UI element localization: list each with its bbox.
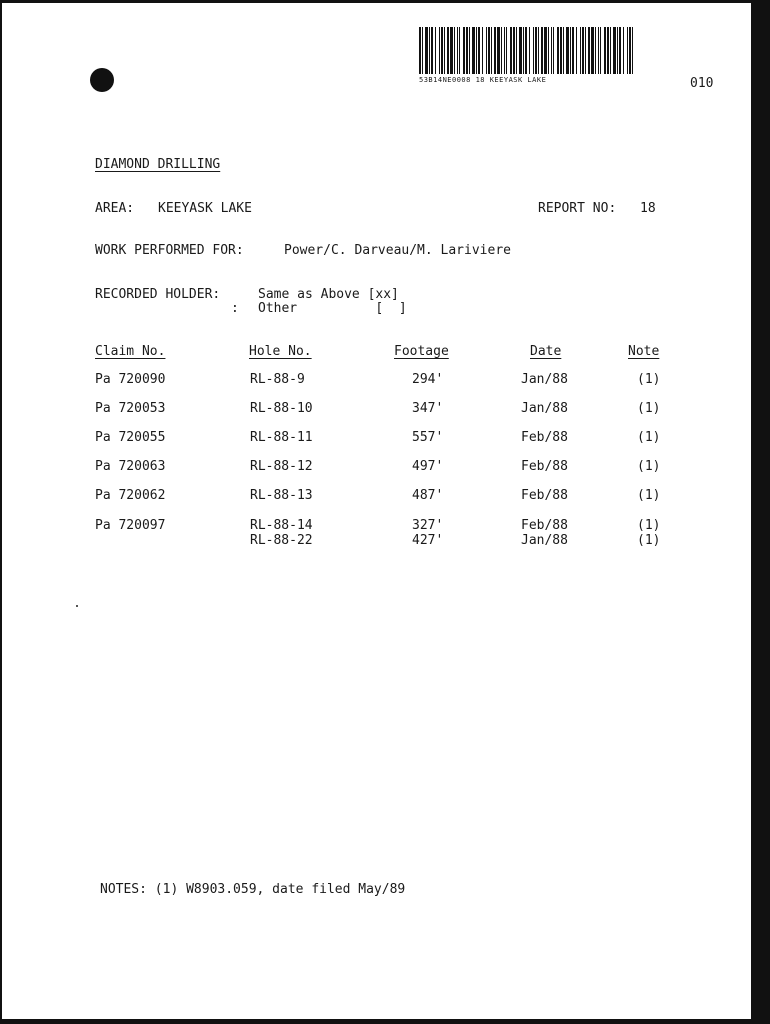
header-note: Note bbox=[628, 344, 660, 359]
header-hole-no: Hole No. bbox=[249, 344, 312, 359]
note: (1) bbox=[637, 533, 661, 548]
date: Feb/88 bbox=[521, 518, 568, 533]
area-value: KEEYASK LAKE bbox=[158, 201, 252, 216]
work-performed-label: WORK PERFORMED FOR: bbox=[95, 243, 244, 258]
punch-hole bbox=[90, 68, 114, 92]
notes-footnote: NOTES: (1) W8903.059, date filed May/89 bbox=[100, 882, 406, 897]
date: Jan/88 bbox=[521, 372, 568, 387]
note: (1) bbox=[637, 518, 661, 533]
claim-no: Pa 720053 bbox=[95, 401, 166, 416]
claim-no: Pa 720063 bbox=[95, 459, 166, 474]
note: (1) bbox=[637, 401, 661, 416]
scan-speck bbox=[76, 605, 78, 607]
note: (1) bbox=[637, 372, 661, 387]
note: (1) bbox=[637, 459, 661, 474]
hole-no: RL-88-10 bbox=[250, 401, 313, 416]
barcode-caption: 53B14NE0008 18 KEEYASK LAKE bbox=[419, 76, 547, 84]
recorded-holder-colon: : bbox=[231, 301, 239, 316]
scan-border-left bbox=[0, 0, 2, 1024]
scan-border-right bbox=[751, 0, 770, 1024]
page-code: 010 bbox=[690, 76, 714, 91]
claim-no: Pa 720090 bbox=[95, 372, 166, 387]
header-footage: Footage bbox=[394, 344, 449, 359]
note: (1) bbox=[637, 430, 661, 445]
hole-no: RL-88-22 bbox=[250, 533, 313, 548]
footage: 294' bbox=[412, 372, 444, 387]
footage: 347' bbox=[412, 401, 444, 416]
document-title: DIAMOND DRILLING bbox=[95, 157, 221, 172]
hole-no: RL-88-12 bbox=[250, 459, 313, 474]
hole-no: RL-88-9 bbox=[250, 372, 305, 387]
work-performed-value: Power/C. Darveau/M. Lariviere bbox=[284, 243, 511, 258]
footage: 487' bbox=[412, 488, 444, 503]
report-no-label: REPORT NO: bbox=[538, 201, 617, 216]
note: (1) bbox=[637, 488, 661, 503]
date: Jan/88 bbox=[521, 401, 568, 416]
report-no-value: 18 bbox=[640, 201, 656, 216]
date: Feb/88 bbox=[521, 459, 568, 474]
recorded-holder-other: Other [ ] bbox=[258, 301, 407, 316]
date: Jan/88 bbox=[521, 533, 568, 548]
date: Feb/88 bbox=[521, 430, 568, 445]
recorded-holder-same: Same as Above [xx] bbox=[258, 287, 399, 302]
hole-no: RL-88-14 bbox=[250, 518, 313, 533]
footage: 427' bbox=[412, 533, 444, 548]
claim-no: Pa 720062 bbox=[95, 488, 166, 503]
hole-no: RL-88-13 bbox=[250, 488, 313, 503]
footage: 497' bbox=[412, 459, 444, 474]
date: Feb/88 bbox=[521, 488, 568, 503]
area-label: AREA: bbox=[95, 201, 135, 216]
footage: 557' bbox=[412, 430, 444, 445]
recorded-holder-label: RECORDED HOLDER: bbox=[95, 287, 221, 302]
header-date: Date bbox=[530, 344, 562, 359]
header-claim-no: Claim No. bbox=[95, 344, 166, 359]
claim-no: Pa 720055 bbox=[95, 430, 166, 445]
scan-border-top bbox=[0, 0, 770, 3]
barcode bbox=[419, 27, 635, 74]
footage: 327' bbox=[412, 518, 444, 533]
hole-no: RL-88-11 bbox=[250, 430, 313, 445]
scan-border-bottom bbox=[0, 1019, 770, 1024]
claim-no: Pa 720097 bbox=[95, 518, 166, 533]
